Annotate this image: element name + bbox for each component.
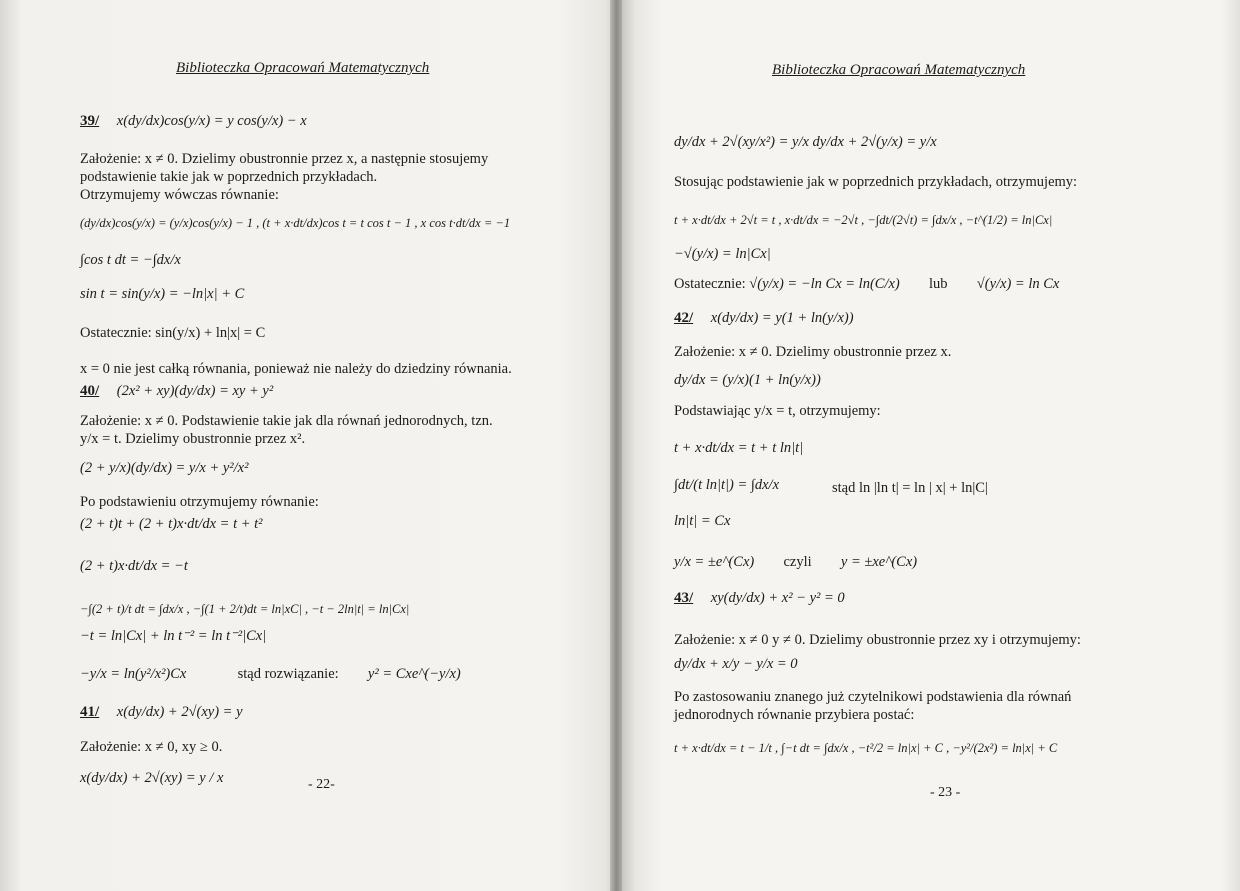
exercise-43	[674, 590, 845, 607]
equation-line: (2 + t)t + (2 + t)x·dt/dx = t + t²	[80, 516, 263, 532]
exercise-number: 39/	[80, 113, 100, 129]
equation-line: t + x·dt/dx = t + t ln|t|	[674, 440, 804, 456]
text-line: Założenie: x ≠ 0. Dzielimy obustronnie przez x, a następnie stosujemy	[80, 151, 489, 167]
conclusion-line: Ostatecznie: sin(y/x) + ln|x| = C	[80, 325, 266, 341]
right-page	[622, 0, 1240, 891]
equation-line: dy/dx + 2√(xy/x²) = y/x dy/dx + 2√(y/x) = y/x	[674, 134, 937, 150]
text-line: y/x = t. Dzielimy obustronnie przez x².	[80, 431, 306, 447]
equation-line: ∫dt/(t ln|t|) = ∫dx/x	[674, 477, 780, 493]
equation: (2x² + xy)(dy/dx) = xy + y²	[116, 383, 274, 399]
equation-line: (2 + y/x)(dy/dx) = y/x + y²/x²	[80, 460, 249, 476]
text-line: Stosując podstawienie jak w poprzednich przykładach, otrzymujemy:	[674, 174, 1078, 190]
text-line: Założenie: x ≠ 0, xy ≥ 0.	[80, 739, 223, 755]
or-label: czyli	[783, 554, 812, 570]
equation-line: sin t = sin(y/x) = −ln|x| + C	[80, 286, 245, 302]
page-number: - 23 -	[930, 785, 961, 800]
equation: x(dy/dx)cos(y/x) = y cos(y/x) − x	[116, 113, 307, 129]
text-line: Założenie: x ≠ 0. Dzielimy obustronnie przez x.	[674, 344, 952, 360]
text-line: x = 0 nie jest całką równania, ponieważ nie należy do dziedziny równania.	[80, 361, 512, 377]
solution-label: stąd rozwiązanie:	[237, 666, 339, 682]
equation: x(dy/dx) = y(1 + ln(y/x))	[710, 310, 854, 326]
equation-line: (2 + t)x·dt/dx = −t	[80, 558, 188, 574]
exercise-number: 42/	[674, 310, 694, 326]
conclusion-line	[674, 276, 1059, 293]
equation: y = ±xe^(Cx)	[840, 554, 918, 570]
equation: √(y/x) = −ln Cx = ln(C/x)	[749, 276, 900, 292]
equation: √(y/x) = ln Cx	[976, 276, 1060, 292]
equation: x(dy/dx) + 2√(xy) = y	[116, 704, 243, 720]
exercise-39	[80, 113, 307, 130]
equation-line: x(dy/dx) + 2√(xy) = y / x	[80, 770, 224, 786]
equation-line: ∫cos t dt = −∫dx/x	[80, 252, 181, 268]
exercise-number: 43/	[674, 590, 694, 606]
equation-line: dy/dx + x/y − y/x = 0	[674, 656, 798, 672]
text-line: Po podstawieniu otrzymujemy równanie:	[80, 494, 319, 510]
equation-line: −t = ln|Cx| + ln t⁻² = ln t⁻²|Cx|	[80, 628, 267, 644]
left-page	[0, 0, 618, 891]
equation-line: (dy/dx)cos(y/x) = (y/x)cos(y/x) − 1 , (t + x·dt/dx)cos t = t cos t − 1 , x cos t·dt/dx = −1	[80, 216, 511, 230]
text-line: Założenie: x ≠ 0. Podstawienie takie jak dla równań jednorodnych, tzn.	[80, 413, 493, 429]
exercise-41	[80, 704, 243, 721]
result-line	[674, 554, 917, 571]
text-line: Otrzymujemy wówczas równanie:	[80, 187, 279, 203]
equation-line: −∫(2 + t)/t dt = ∫dx/x , −∫(1 + 2/t)dt = ln|xC| , −t − 2ln|t| = ln|Cx|	[80, 602, 410, 616]
equation-line: −√(y/x) = ln|Cx|	[674, 246, 771, 262]
equation-line: t + x·dt/dx + 2√t = t , x·dt/dx = −2√t , −∫dt/(2√t) = ∫dx/x , −t^(1/2) = ln|Cx|	[674, 213, 1053, 227]
text-line: podstawienie takie jak w poprzednich przykładach.	[80, 169, 378, 185]
equation-line: t + x·dt/dx = t − 1/t , ∫−t dt = ∫dx/x , −t²/2 = ln|x| + C , −y²/(2x²) = ln|x| + C	[674, 741, 1058, 755]
equation-line: ln|t| = Cx	[674, 513, 731, 529]
conclusion-label: Ostatecznie:	[674, 276, 746, 292]
text-line: Podstawiając y/x = t, otrzymujemy:	[674, 403, 881, 419]
text-line: Założenie: x ≠ 0 y ≠ 0. Dzielimy obustronnie przez xy i otrzymujemy:	[674, 632, 1081, 648]
text-line: Po zastosowaniu znanego już czytelnikowi podstawienia dla równań	[674, 689, 1072, 705]
equation: −y/x = ln(y²/x²)Cx	[80, 666, 187, 682]
exercise-number: 40/	[80, 383, 100, 399]
solution-line	[80, 666, 461, 683]
text-line: jednorodnych równanie przybiera postać:	[674, 707, 915, 723]
exercise-number: 41/	[80, 704, 100, 720]
exercise-40	[80, 383, 273, 400]
equation-line: dy/dx = (y/x)(1 + ln(y/x))	[674, 372, 821, 388]
page-header: Biblioteczka Opracowań Matematycznych	[176, 60, 430, 76]
page-number: - 22-	[308, 777, 335, 792]
solution-equation: y² = Cxe^(−y/x)	[367, 666, 461, 682]
equation: y/x = ±e^(Cx)	[674, 554, 755, 570]
exercise-42	[674, 310, 854, 327]
page-header: Biblioteczka Opracowań Matematycznych	[772, 62, 1026, 78]
or-label: lub	[929, 276, 948, 292]
equation: xy(dy/dx) + x² − y² = 0	[710, 590, 845, 606]
text-line: stąd ln |ln t| = ln | x| + ln|C|	[832, 480, 988, 496]
